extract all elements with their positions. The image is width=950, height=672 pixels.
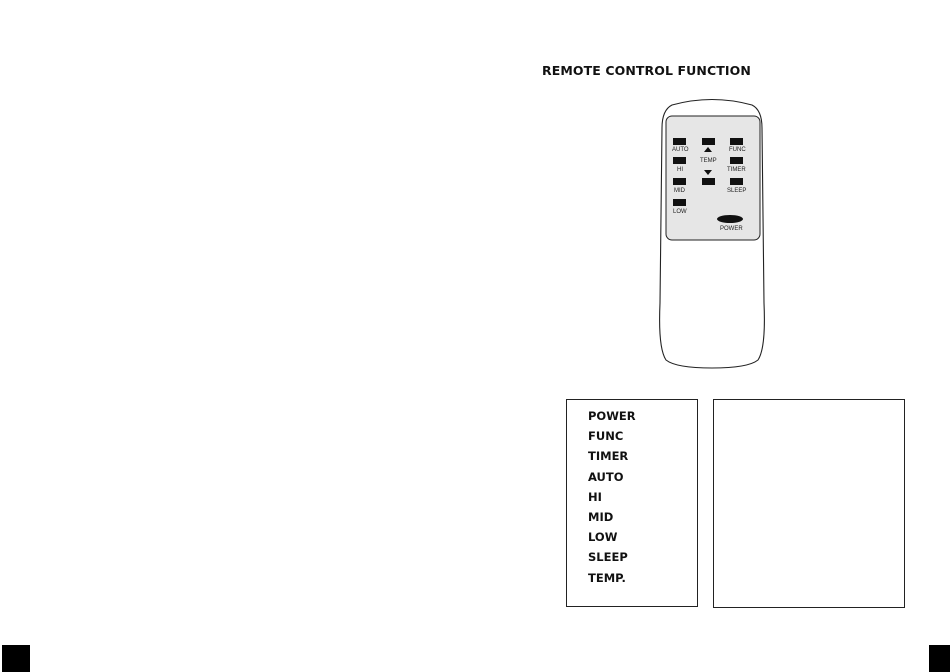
function-item-temp: TEMP.: [588, 570, 626, 585]
low-button-label: LOW: [673, 209, 687, 215]
low-button[interactable]: [673, 199, 686, 206]
page-title: REMOTE CONTROL FUNCTION: [542, 63, 751, 78]
page-corner-marker-right: [929, 645, 950, 672]
function-item-power: POWER: [588, 409, 636, 423]
page-corner-marker-left: [2, 645, 30, 672]
temp-label: TEMP: [700, 158, 717, 164]
func-button-label: FUNC: [729, 147, 746, 153]
power-button-label: POWER: [720, 226, 743, 232]
temp-up-button[interactable]: [702, 138, 715, 145]
function-description-box: [713, 399, 905, 608]
function-item-sleep: SLEEP: [588, 550, 628, 565]
sleep-button[interactable]: [730, 178, 743, 185]
sleep-button-label: SLEEP: [727, 188, 747, 194]
timer-button[interactable]: [730, 157, 743, 164]
function-item-auto: AUTO: [588, 469, 624, 484]
temp-down-button[interactable]: [702, 178, 715, 185]
function-list-box: [566, 399, 698, 607]
power-button[interactable]: [717, 215, 743, 223]
mid-button-label: MID: [674, 188, 685, 194]
function-item-low: LOW: [588, 530, 618, 545]
auto-button-label: AUTO: [672, 147, 689, 153]
auto-button[interactable]: [673, 138, 686, 145]
func-button[interactable]: [730, 138, 743, 145]
hi-button[interactable]: [673, 157, 686, 164]
function-item-func: FUNC: [588, 429, 624, 444]
hi-button-label: HI: [677, 167, 683, 173]
function-list: [567, 400, 697, 588]
function-item-mid: MID: [588, 509, 614, 524]
remote-control-illustration: [650, 98, 775, 370]
function-item-timer: TIMER: [588, 449, 629, 464]
timer-button-label: TIMER: [727, 167, 746, 173]
mid-button[interactable]: [673, 178, 686, 185]
function-item-hi: HI: [588, 489, 602, 504]
